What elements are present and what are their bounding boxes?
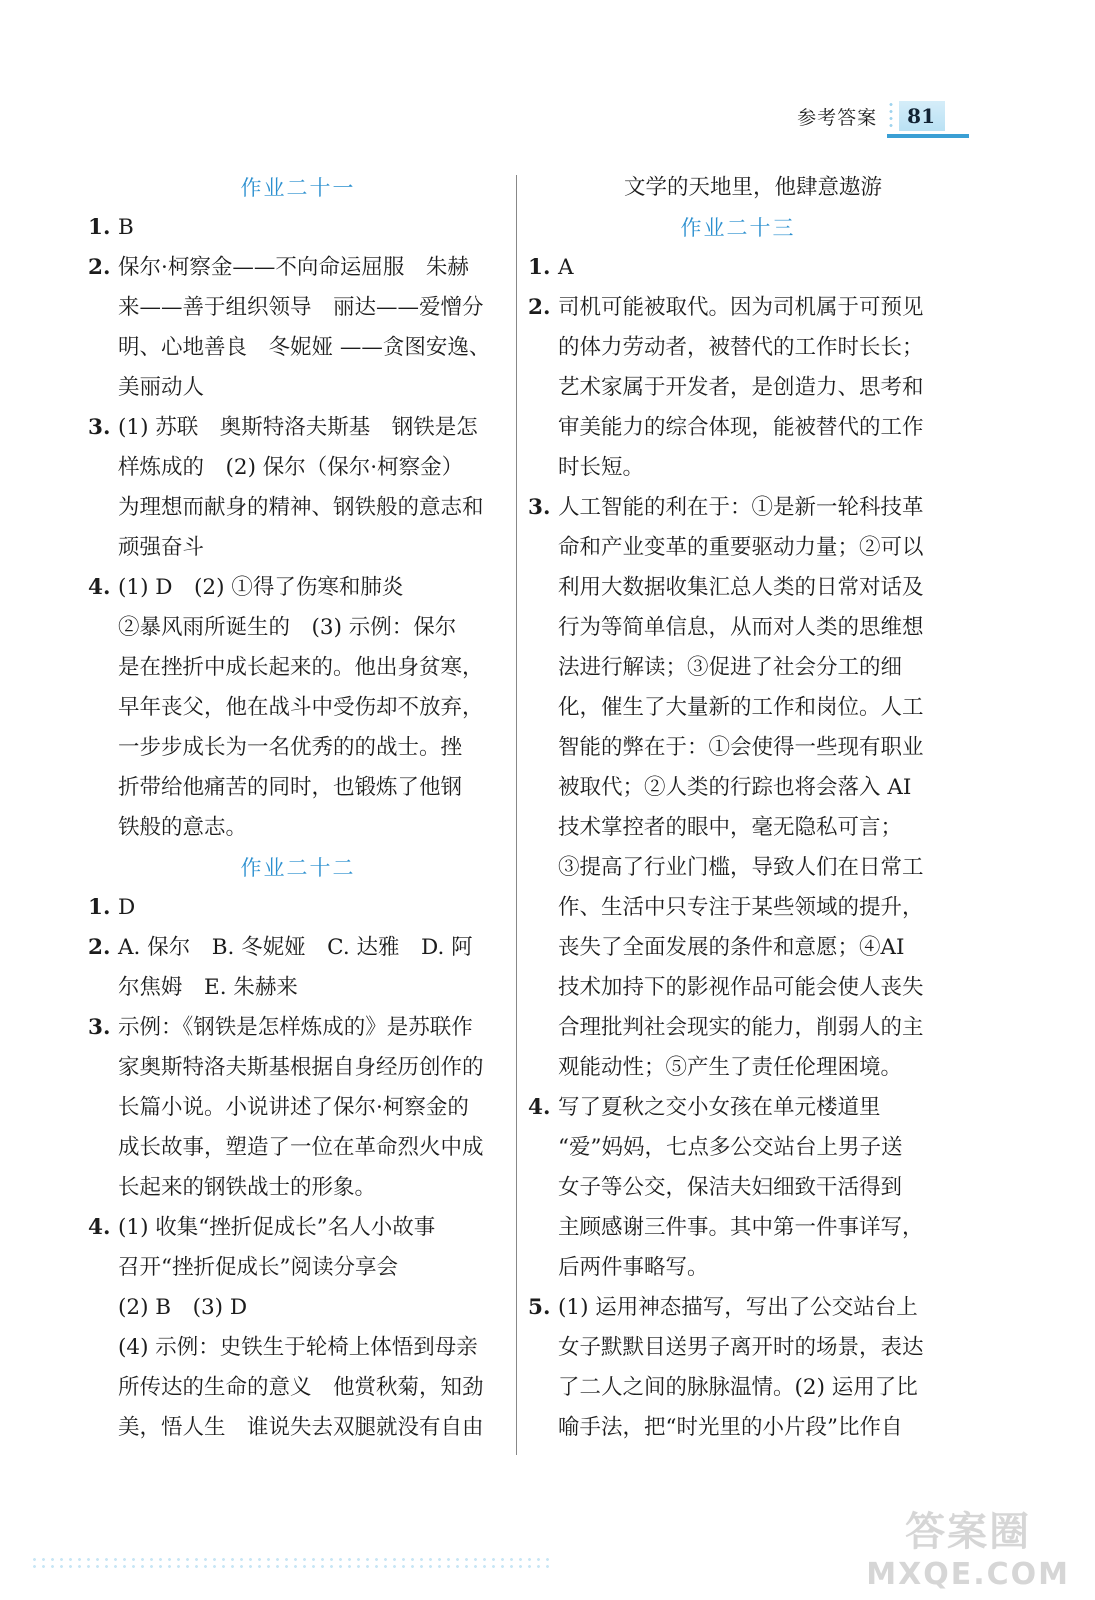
answer-line: 的体力劳动者，被替代的工作时长长； [558, 335, 924, 360]
watermark [866, 1500, 1070, 1592]
answer-item [88, 1208, 508, 1448]
answer-line: 所传达的生命的意义 他赏秋菊，知劲 [118, 1375, 484, 1400]
answer-item [88, 208, 508, 248]
answer-line: 明、心地善良 冬妮娅 ——贪图安逸、 [118, 335, 491, 360]
answer-item [528, 488, 948, 1088]
answer-line: 时长短。 [558, 455, 645, 480]
answer-line: 观能动性；⑤产生了责任伦理困境。 [558, 1055, 903, 1080]
page-number: 81 [899, 101, 945, 131]
answer-line: 命和产业变革的重要驱动力量；②可以 [558, 535, 924, 560]
answer-line: 后两件事略写。 [558, 1255, 709, 1280]
answer-line: 示例：《钢铁是怎样炼成的》是苏联作 [118, 1015, 473, 1040]
column-divider [516, 175, 517, 1455]
answer-line: 人工智能的利在于：①是新一轮科技革 [558, 495, 924, 520]
answer-line: 主顾感谢三件事。其中第一件事详写， [558, 1215, 924, 1240]
answer-line: 技术掌控者的眼中，毫无隐私可言； [558, 815, 903, 840]
answer-line: ③提高了行业门槛，导致人们在日常工 [558, 855, 924, 880]
answer-line: 样炼成的 (2) 保尔（保尔·柯察金） [118, 455, 464, 480]
answer-item [88, 248, 508, 408]
answer-line: 了二人之间的脉脉温情。(2) 运用了比 [558, 1375, 918, 1400]
answer-line: 长篇小说。小说讲述了保尔·柯察金的 [118, 1095, 469, 1120]
answer-number: 1. [88, 215, 111, 240]
answer-line: 长起来的钢铁战士的形象。 [118, 1175, 377, 1200]
answer-line: 智能的弊在于：①会使得一些现有职业 [558, 735, 924, 760]
answer-line: 家奥斯特洛夫斯基根据自身经历创作的 [118, 1055, 484, 1080]
answer-number: 4. [88, 575, 111, 600]
answer-line: “爱”妈妈，七点多公交站台上男子送 [558, 1135, 903, 1160]
answer-line: 写了夏秋之交小女孩在单元楼道里 [558, 1095, 881, 1120]
answer-line: (1) 运用神态描写，写出了公交站台上 [558, 1295, 918, 1320]
section-title: 作业二十三 [680, 216, 796, 240]
page-header [797, 96, 945, 136]
answer-line: (1) D (2) ①得了伤寒和肺炎 [118, 575, 404, 600]
answer-item [528, 248, 948, 288]
answer-line: 一步步成长为一名优秀的的战士。挫 [118, 735, 463, 760]
answer-item [528, 1088, 948, 1288]
answer-number: 4. [528, 1095, 551, 1120]
answer-line: 化，催生了大量新的工作和岗位。人工 [558, 695, 924, 720]
answer-line: 艺术家属于开发者，是创造力、思考和 [558, 375, 924, 400]
answer-line: 女子默默目送男子离开时的场景，表达 [558, 1335, 924, 1360]
answer-line: 审美能力的综合体现，能被替代的工作 [558, 415, 924, 440]
answer-line: 顽强奋斗 [118, 535, 205, 560]
answer-line: (4) 示例：史铁生于轮椅上体悟到母亲 [118, 1335, 478, 1360]
answer-number: 2. [528, 295, 551, 320]
answer-item [88, 1008, 508, 1208]
left-column [88, 168, 508, 1448]
answer-line: 法进行解读；③促进了社会分工的细 [558, 655, 903, 680]
answer-number: 1. [528, 255, 551, 280]
header-dots [887, 101, 895, 131]
section-title: 作业二十二 [240, 856, 356, 880]
answer-line: B [118, 215, 134, 240]
answer-line: 尔焦姆 E. 朱赫来 [118, 975, 298, 1000]
header-title: 参考答案 [797, 106, 878, 129]
answer-item [88, 928, 508, 1008]
answer-number: 3. [88, 1015, 111, 1040]
answer-line: (2) B (3) D [118, 1295, 248, 1320]
answer-line: 合理批判社会现实的能力，削弱人的主 [558, 1015, 924, 1040]
answer-line: (1) 收集“挫折促成长”名人小故事 [118, 1215, 436, 1240]
right-column [528, 168, 948, 1448]
answer-line: A [558, 255, 574, 280]
section-title: 作业二十一 [240, 176, 356, 200]
answer-line: 召开“挫折促成长”阅读分享会 [118, 1255, 398, 1280]
continuation-line: 文学的天地里，他肆意遨游 [623, 175, 882, 200]
answer-item [528, 1288, 948, 1448]
answer-number: 2. [88, 255, 111, 280]
answer-line: D [118, 895, 136, 920]
answer-line: 作、生活中只专注于某些领域的提升， [558, 895, 924, 920]
answer-line: 成长故事，塑造了一位在革命烈火中成 [118, 1135, 484, 1160]
answer-item [88, 888, 508, 928]
answer-number: 2. [88, 935, 111, 960]
answer-line: 保尔·柯察金——不向命运屈服 朱赫 [118, 255, 469, 280]
answer-line: 美，悟人生 谁说失去双腿就没有自由 [118, 1415, 484, 1440]
answer-line: 女子等公交，保洁夫妇细致干活得到 [558, 1175, 903, 1200]
answer-line: A. 保尔 B. 冬妮娅 C. 达雅 D. 阿 [118, 935, 473, 960]
answer-number: 4. [88, 1215, 111, 1240]
answer-line: 美丽动人 [118, 375, 205, 400]
answer-line: 被取代；②人类的行踪也将会落入 AI [558, 775, 912, 800]
answer-line: 行为等简单信息，从而对人类的思维想 [558, 615, 924, 640]
answer-line: 早年丧父，他在战斗中受伤却不放弃， [118, 695, 484, 720]
answer-item [88, 568, 508, 848]
answer-line: 铁般的意志。 [118, 815, 248, 840]
answer-line: 丧失了全面发展的条件和意愿；④AI [558, 935, 905, 960]
answer-line: 利用大数据收集汇总人类的日常对话及 [558, 575, 924, 600]
answer-item [528, 288, 948, 488]
answer-line: 喻手法，把“时光里的小片段”比作自 [558, 1415, 903, 1440]
answer-line: 技术加持下的影视作品可能会使人丧失 [558, 975, 924, 1000]
answer-line: 折带给他痛苦的同时，也锻炼了他钢 [118, 775, 463, 800]
answer-number: 1. [88, 895, 111, 920]
answer-number: 3. [528, 495, 551, 520]
answer-number: 5. [528, 1295, 551, 1320]
answer-item [88, 408, 508, 568]
answer-line: 来——善于组织领导 丽达——爱憎分 [118, 295, 484, 320]
answer-line: 司机可能被取代。因为司机属于可预见 [558, 295, 924, 320]
answer-line: 是在挫折中成长起来的。他出身贫寒， [118, 655, 484, 680]
answer-line: (1) 苏联 奥斯特洛夫斯基 钢铁是怎 [118, 415, 478, 440]
watermark-url: MXQE.COM [866, 1557, 1070, 1592]
decorative-dots [30, 1556, 550, 1570]
answer-line: ②暴风雨所诞生的 (3) 示例：保尔 [118, 615, 457, 640]
watermark-logo: 答案圈 [905, 1509, 1032, 1555]
answer-line: 为理想而献身的精神、钢铁般的意志和 [118, 495, 484, 520]
answer-number: 3. [88, 415, 111, 440]
